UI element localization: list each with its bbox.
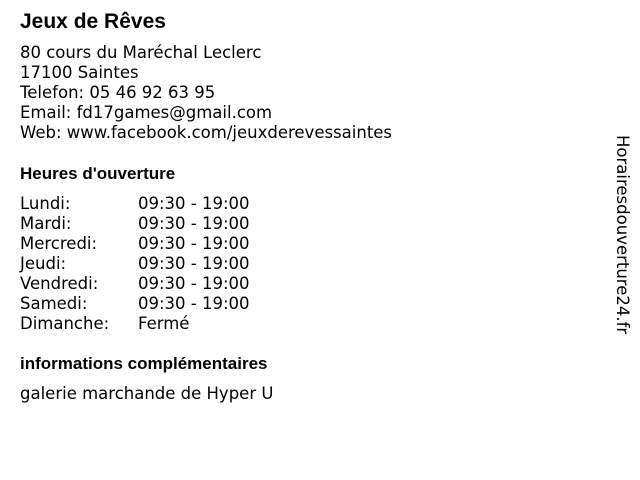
day-label: Mercredi:	[20, 234, 98, 253]
additional-info-text: galerie marchande de Hyper U	[20, 384, 274, 403]
day-label: Vendredi:	[20, 274, 99, 293]
hours-row-tuesday	[20, 214, 320, 234]
day-label: Jeudi:	[20, 254, 67, 273]
hours-row-saturday	[20, 294, 320, 314]
business-name: Jeux de Rêves	[20, 10, 166, 33]
address-street: 80 cours du Maréchal Leclerc	[20, 43, 262, 62]
additional-info-heading: informations complémentaires	[20, 354, 268, 373]
email-address: Email: fd17games@gmail.com	[20, 103, 273, 122]
contact-block	[20, 43, 392, 143]
address-city: 17100 Saintes	[20, 63, 139, 82]
hours-row-sunday	[20, 314, 320, 334]
time-range: 09:30 - 19:00	[138, 194, 250, 213]
watermark-text: Horairesdouverture24.fr	[613, 135, 632, 335]
time-range: 09:30 - 19:00	[138, 254, 250, 273]
time-range: 09:30 - 19:00	[138, 294, 250, 313]
hours-row-friday	[20, 274, 320, 294]
hours-row-wednesday	[20, 234, 320, 254]
time-range: 09:30 - 19:00	[138, 234, 250, 253]
opening-hours-heading: Heures d'ouverture	[20, 164, 176, 183]
website-link: Web: www.facebook.com/jeuxderevessaintes	[20, 123, 393, 142]
watermark	[612, 135, 632, 371]
time-range: 09:30 - 19:00	[138, 274, 250, 293]
day-label: Mardi:	[20, 214, 72, 233]
opening-hours-table	[20, 194, 320, 334]
phone-number: Telefon: 05 46 92 63 95	[20, 83, 216, 102]
time-range: Fermé	[138, 314, 190, 333]
hours-row-monday	[20, 194, 320, 214]
day-label: Samedi:	[20, 294, 88, 313]
day-label: Dimanche:	[20, 314, 110, 333]
day-label: Lundi:	[20, 194, 71, 213]
time-range: 09:30 - 19:00	[138, 214, 250, 233]
hours-row-thursday	[20, 254, 320, 274]
